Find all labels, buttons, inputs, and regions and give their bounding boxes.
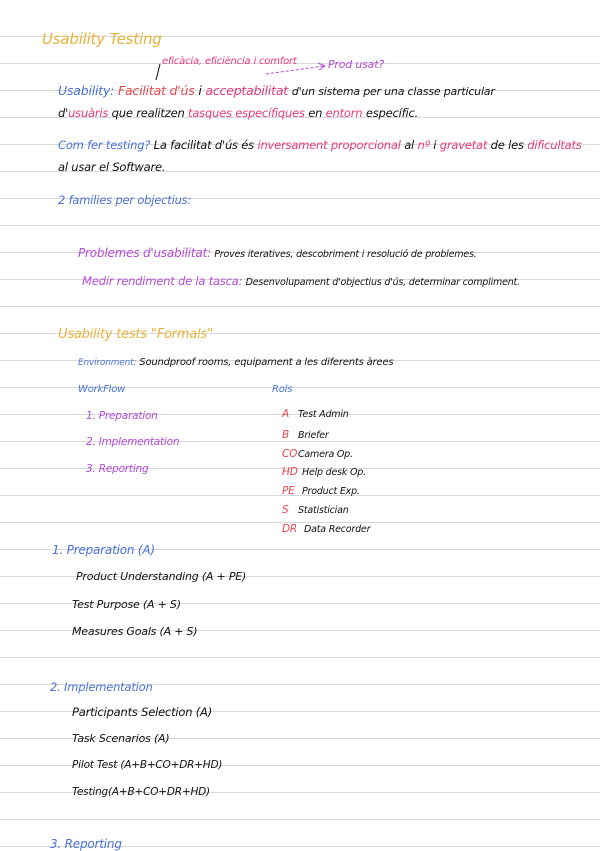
workflow-item: 3. Reporting xyxy=(86,463,149,475)
workflow-item: 2. Implementation xyxy=(86,436,180,448)
implementation-title: 2. Implementation xyxy=(50,680,153,694)
rol-item: COCamera Op. xyxy=(282,448,353,460)
annotation-prod-usat: Prod usat? xyxy=(328,58,384,71)
annotation-eficacia: eficàcia, eficiència i comfort xyxy=(162,56,297,67)
families-title: 2 families per objectius: xyxy=(58,193,192,207)
implementation-item: Pilot Test (A+B+CO+DR+HD) xyxy=(72,759,223,771)
implementation-item: Testing(A+B+CO+DR+HD) xyxy=(72,786,210,798)
implementation-item: Participants Selection (A) xyxy=(72,705,213,719)
rol-item: PE Product Exp. xyxy=(282,485,360,497)
family-item-1: Problemes d'usabilitat: Proves iteratives, descobriment i resolució de problemes. xyxy=(78,246,477,260)
rols-header: Rols xyxy=(272,384,293,395)
workflow-header: WorkFlow xyxy=(78,384,126,395)
family-item-2: Medir rendiment de la tasca: Desenvolupament d'objectius d'ús, determinar compliment. xyxy=(82,274,520,288)
reporting-title: 3. Reporting xyxy=(50,837,122,851)
como-line-2: al usar el Software. xyxy=(58,160,166,174)
preparation-title: 1. Preparation (A) xyxy=(52,543,155,557)
rol-item: B Briefer xyxy=(282,429,329,441)
rol-item: A Test Admin xyxy=(282,408,349,420)
rol-item: S Statistician xyxy=(282,504,349,516)
environment-line: Environment: Soundproof rooms, equipament a les diferents àrees xyxy=(78,357,394,368)
rol-item: DR Data Recorder xyxy=(282,523,371,535)
formal-title: Usability tests "Formals" xyxy=(58,327,213,342)
rol-item: HD Help desk Op. xyxy=(282,466,366,478)
preparation-item: Product Understanding (A + PE) xyxy=(76,570,247,583)
preparation-item: Measures Goals (A + S) xyxy=(72,625,198,638)
preparation-item: Test Purpose (A + S) xyxy=(72,598,181,611)
workflow-item: 1. Preparation xyxy=(86,410,158,422)
definition-line-2: d'usuàris que realitzen tasques específiques en entorn específic. xyxy=(58,106,419,120)
implementation-item: Task Scenarios (A) xyxy=(72,732,170,745)
como-line-1: Com fer testing? La facilitat d'ús és inversament proporcional al nº i gravetat de les dificultats xyxy=(58,138,582,152)
definition-line-1: Usability: Facilitat d'ús i acceptabilitat d'un sistema per una classe particular xyxy=(58,83,495,98)
page-title: Usability Testing xyxy=(42,30,162,48)
